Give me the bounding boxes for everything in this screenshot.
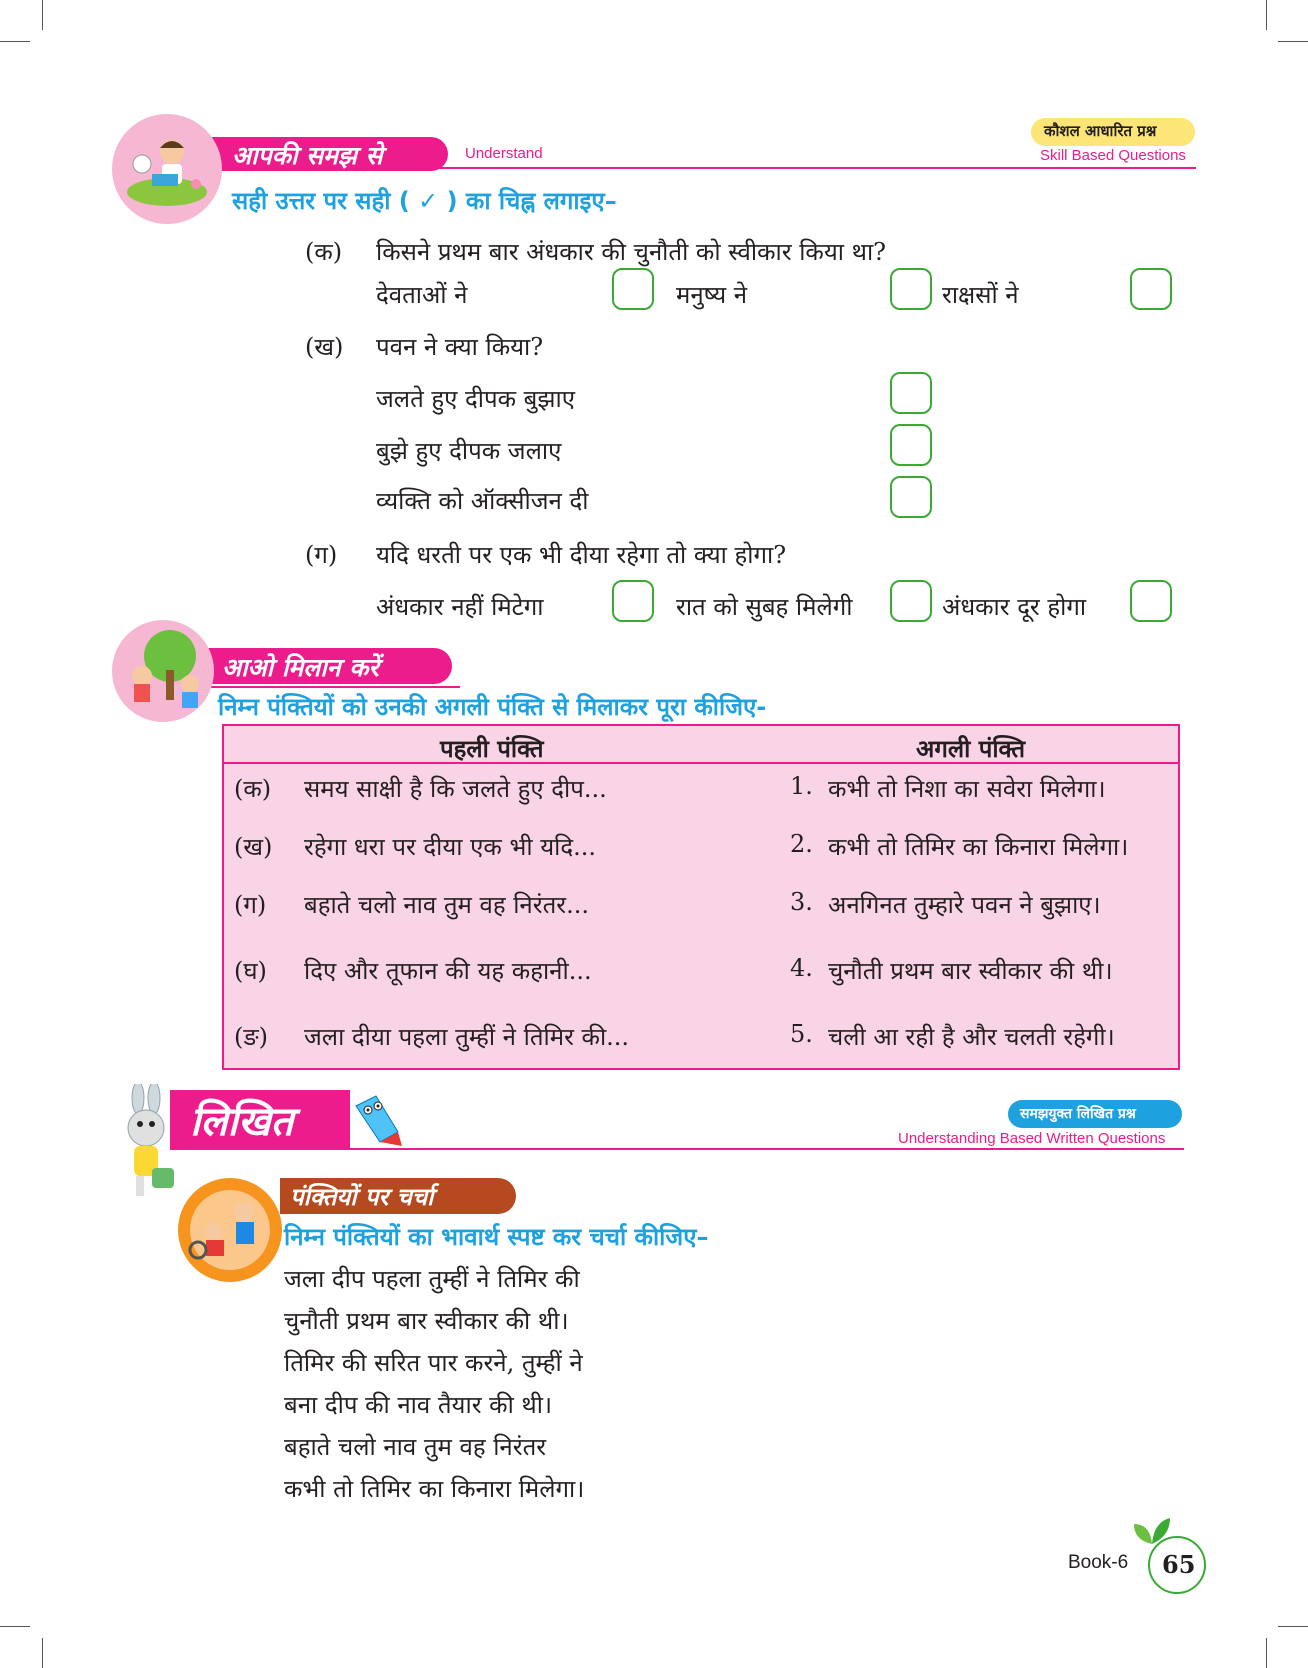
row-left-text: दिए और तूफान की यह कहानी... — [304, 957, 592, 985]
instruction-tick: सही उत्तर पर सही ( ✓ ) का चिह्न लगाइए– — [232, 187, 617, 215]
section-rule — [340, 1148, 1184, 1150]
skill-tag-english: Skill Based Questions — [1040, 147, 1186, 164]
instruction-discuss: निम्न पंक्तियों का भावार्थ स्पष्ट कर चर्चा कीजिए– — [284, 1223, 709, 1251]
crop-mark — [1278, 41, 1308, 42]
table-header-rule — [224, 762, 1178, 764]
row-right-text: चली आ रही है और चलती रहेगी। — [828, 1023, 1115, 1051]
crop-mark — [0, 41, 30, 42]
leaf-icon — [1130, 1514, 1174, 1548]
row-left-text: समय साक्षी है कि जलते हुए दीप... — [304, 775, 607, 803]
illustration-rabbit — [118, 1084, 180, 1204]
row-right-text: कभी तो निशा का सवेरा मिलेगा। — [828, 775, 1106, 803]
row-right-text: कभी तो तिमिर का किनारा मिलेगा। — [828, 833, 1129, 861]
written-tag-english: Understanding Based Written Questions — [898, 1130, 1166, 1147]
row-label: (ख) — [234, 833, 273, 861]
crop-mark — [1266, 0, 1267, 30]
page-number: 65 — [1162, 1550, 1196, 1579]
row-right-text: चुनौती प्रथम बार स्वीकार की थी। — [828, 957, 1113, 985]
sub-banner-title: पंक्तियों पर चर्चा — [290, 1183, 434, 1211]
poem-line: जला दीप पहला तुम्हीं ने तिमिर की — [284, 1265, 580, 1293]
skill-tag-hindi: कौशल आधारित प्रश्न — [1044, 122, 1157, 140]
row-number: 3. — [790, 888, 813, 916]
illustration-kids-discussion — [178, 1178, 282, 1282]
row-number: 1. — [790, 772, 813, 800]
row-left-text: जला दीया पहला तुम्हीं ने तिमिर की... — [304, 1023, 630, 1051]
answer-checkbox[interactable] — [612, 580, 654, 622]
option-text: बुझे हुए दीपक जलाए — [376, 437, 562, 465]
row-label: (ग) — [234, 891, 267, 919]
option-text: अंधकार नहीं मिटेगा — [376, 593, 544, 621]
banner-title: आपकी समझ से — [232, 141, 383, 170]
section-rule — [200, 686, 460, 688]
row-number: 5. — [790, 1020, 813, 1048]
crop-mark — [0, 1626, 30, 1627]
crop-mark — [42, 0, 43, 30]
option-text: देवताओं ने — [376, 281, 468, 309]
instruction-match: निम्न पंक्तियों को उनकी अगली पंक्ति से मिलाकर पूरा कीजिए- — [218, 693, 767, 721]
question-text: पवन ने क्या किया? — [376, 333, 544, 361]
illustration-kids-tree — [112, 620, 214, 722]
option-text: अंधकार दूर होगा — [942, 593, 1087, 621]
row-label: (ङ) — [234, 1023, 269, 1051]
option-text: रात को सुबह मिलेगी — [676, 593, 853, 621]
book-label: Book-6 — [1068, 1552, 1129, 1573]
crop-mark — [42, 1638, 43, 1668]
row-right-text: अनगिनत तुम्हारे पवन ने बुझाए। — [828, 891, 1101, 919]
crop-mark — [1278, 1626, 1308, 1627]
answer-checkbox[interactable] — [890, 424, 932, 466]
answer-checkbox[interactable] — [890, 476, 932, 518]
poem-line: कभी तो तिमिर का किनारा मिलेगा। — [284, 1475, 585, 1503]
match-table — [222, 724, 1180, 1070]
header-next-line: अगली पंक्ति — [916, 734, 1026, 763]
option-text: राक्षसों ने — [942, 281, 1019, 309]
answer-checkbox[interactable] — [1130, 268, 1172, 310]
option-text: जलते हुए दीपक बुझाए — [376, 385, 576, 413]
row-left-text: रहेगा धरा पर दीया एक भी यदि... — [304, 833, 596, 861]
question-text: यदि धरती पर एक भी दीया रहेगा तो क्या होगा? — [376, 541, 787, 569]
banner-title-written: लिखित — [190, 1099, 294, 1145]
written-tag-hindi: समझयुक्त लिखित प्रश्न — [1020, 1106, 1136, 1122]
option-text: मनुष्य ने — [676, 281, 748, 309]
poem-line: चुनौती प्रथम बार स्वीकार की थी। — [284, 1307, 569, 1335]
row-label: (क) — [234, 775, 272, 803]
answer-checkbox[interactable] — [890, 268, 932, 310]
crop-mark — [1266, 1638, 1267, 1668]
row-number: 4. — [790, 954, 813, 982]
answer-checkbox[interactable] — [1130, 580, 1172, 622]
poem-line: तिमिर की सरित पार करने, तुम्हीं ने — [284, 1349, 583, 1377]
question-label: (ग) — [305, 541, 338, 569]
banner-title: आओ मिलान करें — [222, 653, 379, 682]
option-text: व्यक्ति को ऑक्सीजन दी — [376, 487, 589, 515]
row-label: (घ) — [234, 957, 267, 985]
question-label: (ख) — [305, 333, 344, 361]
row-number: 2. — [790, 830, 813, 858]
pen-mascot-icon — [350, 1092, 406, 1148]
illustration-kid-reading — [112, 114, 222, 224]
banner-subtitle: Understand — [465, 145, 543, 162]
poem-line: बना दीप की नाव तैयार की थी। — [284, 1391, 553, 1419]
question-label: (क) — [305, 238, 343, 266]
header-first-line: पहली पंक्ति — [440, 734, 544, 763]
answer-checkbox[interactable] — [890, 372, 932, 414]
answer-checkbox[interactable] — [890, 580, 932, 622]
answer-checkbox[interactable] — [612, 268, 654, 310]
poem-line: बहाते चलो नाव तुम वह निरंतर — [284, 1433, 547, 1461]
row-left-text: बहाते चलो नाव तुम वह निरंतर... — [304, 891, 589, 919]
question-text: किसने प्रथम बार अंधकार की चुनौती को स्वीकार किया था? — [376, 238, 887, 266]
